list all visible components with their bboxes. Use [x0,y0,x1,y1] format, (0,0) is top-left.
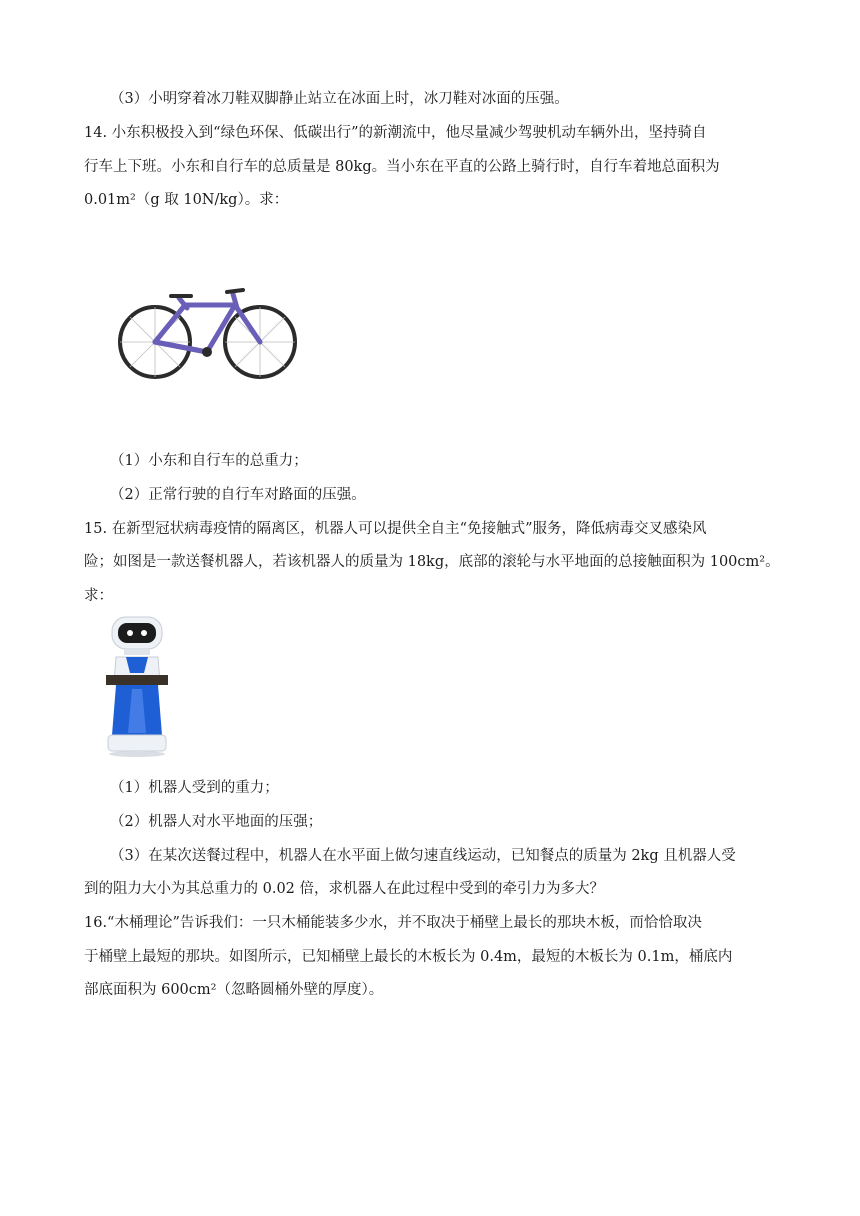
bicycle-figure [115,280,300,385]
q16-stem-line1: 16.“木桶理论”告诉我们：一只木桶能装多少水，并不取决于桶壁上最长的那块木板，而恰恰取决 [84,915,702,931]
q15-sub2: （2）机器人对水平地面的压强； [110,814,323,830]
q14-sub2: （2）正常行驶的自行车对路面的压强。 [110,487,366,503]
q15-stem-line3: 求： [84,588,113,604]
q16-stem-line3: 部底面积为 600cm²（忽略圆桶外壁的厚度）。 [84,982,384,998]
robot-figure [102,613,172,759]
q14-sub1: （1）小东和自行车的总重力； [110,453,308,469]
q13-sub3: （3）小明穿着冰刀鞋双脚静止站立在冰面上时，冰刀鞋对冰面的压强。 [110,91,569,107]
q15-stem-line1: 15. 在新型冠状病毒疫情的隔离区，机器人可以提供全自主“免接触式”服务，降低病毒交叉感染风 [84,521,707,537]
q16-stem-line2: 于桶壁上最短的那块。如图所示，已知桶壁上最长的木板长为 0.4m，最短的木板长为 0.1m，桶底内 [84,949,733,965]
q15-stem-line2: 险；如图是一款送餐机器人，若该机器人的质量为 18kg，底部的滚轮与水平地面的总接触面积为 100cm²。 [84,554,780,570]
q14-stem-line3: 0.01m²（g 取 10N/kg）。求： [84,192,289,208]
q15-sub3-line1: （3）在某次送餐过程中，机器人在水平面上做匀速直线运动，已知餐点的质量为 2kg 且机器人受 [110,848,736,864]
q15-sub1: （1）机器人受到的重力； [110,780,279,796]
q14-stem-line2: 行车上下班。小东和自行车的总质量是 80kg。当小东在平直的公路上骑行时，自行车着地总面积为 [84,159,720,175]
q14-stem-line1: 14. 小东积极投入到“绿色环保、低碳出行”的新潮流中，他尽量减少驾驶机动车辆外出，坚持骑自 [84,125,707,141]
q15-sub3-line2: 到的阻力大小为其总重力的 0.02 倍，求机器人在此过程中受到的牵引力为多大？ [84,881,605,897]
